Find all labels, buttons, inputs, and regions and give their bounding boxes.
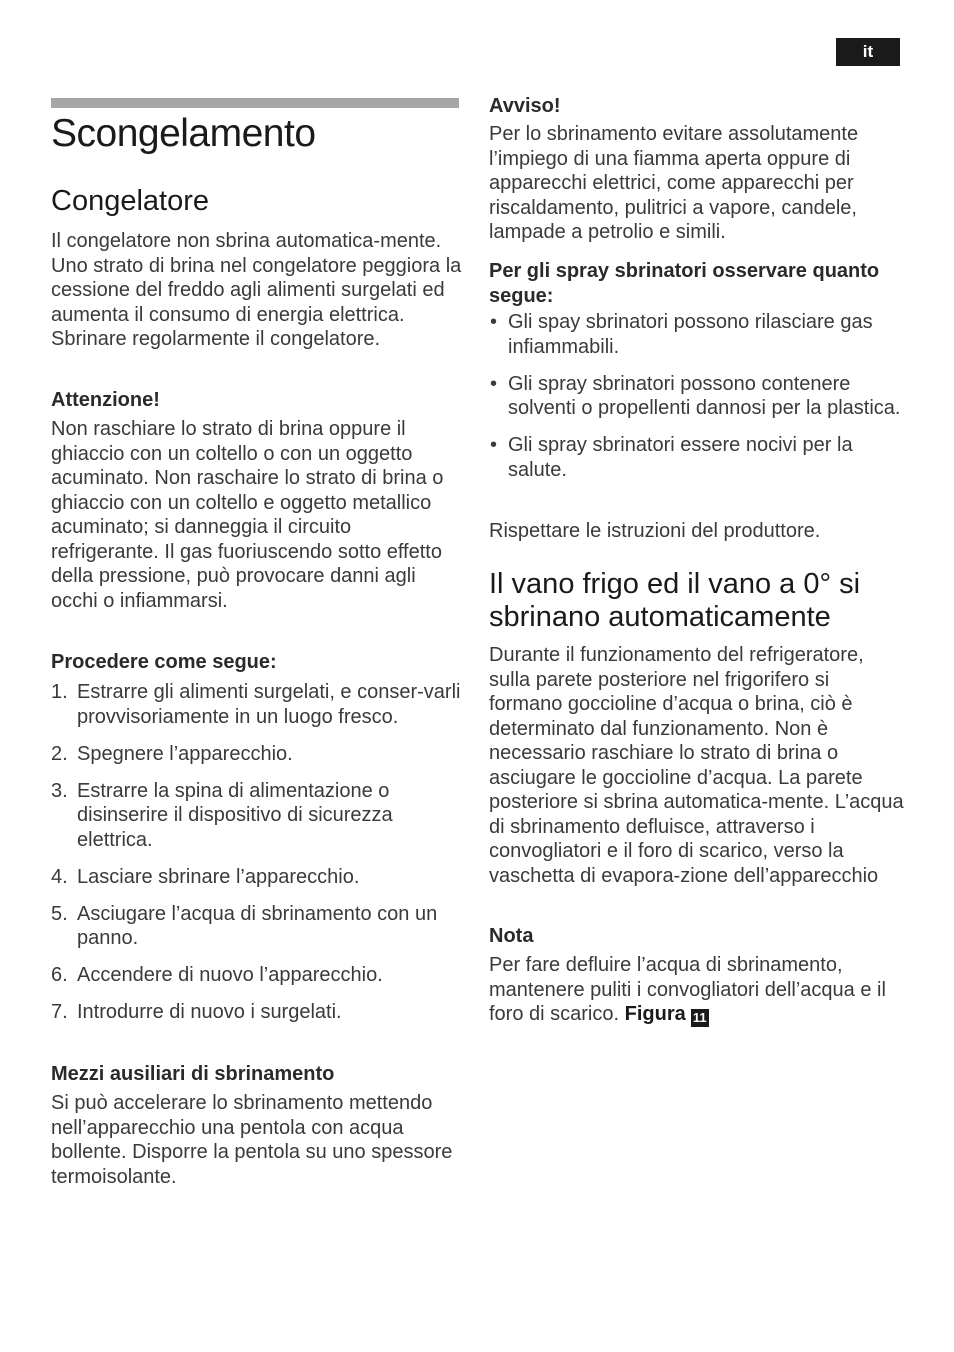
spray-list: [489, 310, 904, 495]
figure-reference[interactable]: [625, 1003, 709, 1025]
procedure-heading: Procedere come segue:: [51, 651, 277, 673]
language-tab: it: [836, 38, 900, 66]
attention-paragraph: Non raschiare lo strato di brina oppure il ghiaccio con un coltello o con un oggetto acuminato. Non raschaire lo strato di brina o ghiaccio con un coltello e oggetto metallico acuminato; si danneggia il circuito refrigerante. Il gas fuoriuscendo sotto effetto della pressione, può provocare danni agli occhi o infiammarsi.: [51, 418, 444, 612]
procedure-steps: [51, 680, 463, 1037]
step-text: Lasciare sbrinare l’apparecchio.: [77, 865, 360, 888]
figure-number-badge: 11: [691, 1009, 709, 1027]
note-paragraph: [489, 953, 904, 1027]
warning-heading: Avviso!: [489, 95, 561, 117]
step-number: 7.: [51, 1001, 68, 1023]
attention-heading: Attenzione!: [51, 389, 160, 411]
procedure-step: [51, 963, 463, 988]
procedure-step: [51, 902, 463, 951]
aids-paragraph: Si può accelerare lo sbrinamento mettendo nell’apparecchio una pentola con acqua bollente. Disporre la pentola su uno spessore termoisolante.: [51, 1092, 453, 1188]
procedure-step: [51, 779, 463, 853]
step-text: Estrarre la spina di alimentazione o disinserire il dispositivo di sicurezza elettrica.: [77, 779, 393, 851]
list-item-text: Gli spray sbrinatori possono contenere solventi o propellenti dannosi per la plastica.: [508, 372, 901, 419]
title-rule: [51, 98, 459, 108]
procedure-step: [51, 742, 463, 767]
step-number: 4.: [51, 865, 68, 888]
bullet: •: [490, 311, 498, 333]
step-text: Accendere di nuovo l’apparecchio.: [77, 964, 383, 986]
step-text: Introdurre di nuovo i surgelati.: [77, 1001, 342, 1023]
note-heading: Nota: [489, 925, 534, 947]
freezer-heading: Congelatore: [51, 185, 209, 217]
list-item-text: Gli spay sbrinatori possono rilasciare gas infiammabili.: [508, 311, 873, 358]
spray-heading: Per gli spray sbrinatori osservare quanto segue:: [489, 260, 880, 307]
step-number: 1.: [51, 681, 68, 703]
step-number: 5.: [51, 902, 68, 925]
step-text: Estrarre gli alimenti surgelati, e conser-varli provvisoriamente in un luogo fresco.: [77, 681, 461, 728]
list-item-text: Gli spray sbrinatori essere nocivi per la salute.: [508, 434, 853, 481]
procedure-step: [51, 1000, 463, 1025]
bullet: •: [490, 434, 498, 456]
fridge-paragraph: Durante il funzionamento del refrigeratore, sulla parete posteriore nel frigorifero si formano goccioline d’acqua o brina, ciò è determinato dal funzionamento. Non è necessario raschiare lo strato di brina o asciugare le goccioline d’acqua. La parete posteriore si sbrina automatica-mente. L’acqua di sbrinamento defluisce, attraverso i convogliatori e il foro di scarico, verso la vaschetta di evapora-zione dell’apparecchio: [489, 644, 904, 887]
bullet: •: [490, 372, 498, 395]
spray-footer: Rispettare le istruzioni del produttore.: [489, 520, 821, 542]
step-text: Asciugare l’acqua di sbrinamento con un panno.: [77, 902, 438, 949]
freezer-paragraph: Il congelatore non sbrina automatica-mente. Uno strato di brina nel congelatore peggiora la cessione del freddo agli alimenti surgelati ed aumenta il consumo di energia elettrica. Sbrinare regolarmente il congelatore.: [51, 230, 462, 350]
procedure-step: [51, 680, 463, 729]
step-number: 6.: [51, 964, 68, 986]
warning-paragraph: Per lo sbrinamento evitare assolutamente l’impiego di una fiamma aperta oppure di apparecchi elettrici, come apparecchi per riscaldamento, pulitrici a vapore, candele, lampade a petrolio e simili.: [489, 123, 859, 243]
page-title: Scongelamento: [51, 112, 316, 155]
list-item: [489, 433, 904, 482]
list-item: [489, 372, 904, 421]
aids-heading: Mezzi ausiliari di sbrinamento: [51, 1063, 335, 1085]
fridge-heading: Il vano frigo ed il vano a 0° si sbrinano automaticamente: [489, 568, 861, 633]
step-text: Spegnere l’apparecchio.: [77, 742, 293, 765]
step-number: 2.: [51, 742, 68, 765]
note-text: Per fare defluire l’acqua di sbrinamento, mantenere puliti i convogliatori dell’acqua e il foro di scarico.: [489, 954, 886, 1025]
procedure-step: [51, 865, 463, 890]
step-number: 3.: [51, 779, 68, 802]
figure-label: Figura: [624, 1003, 686, 1025]
list-item: [489, 310, 904, 359]
